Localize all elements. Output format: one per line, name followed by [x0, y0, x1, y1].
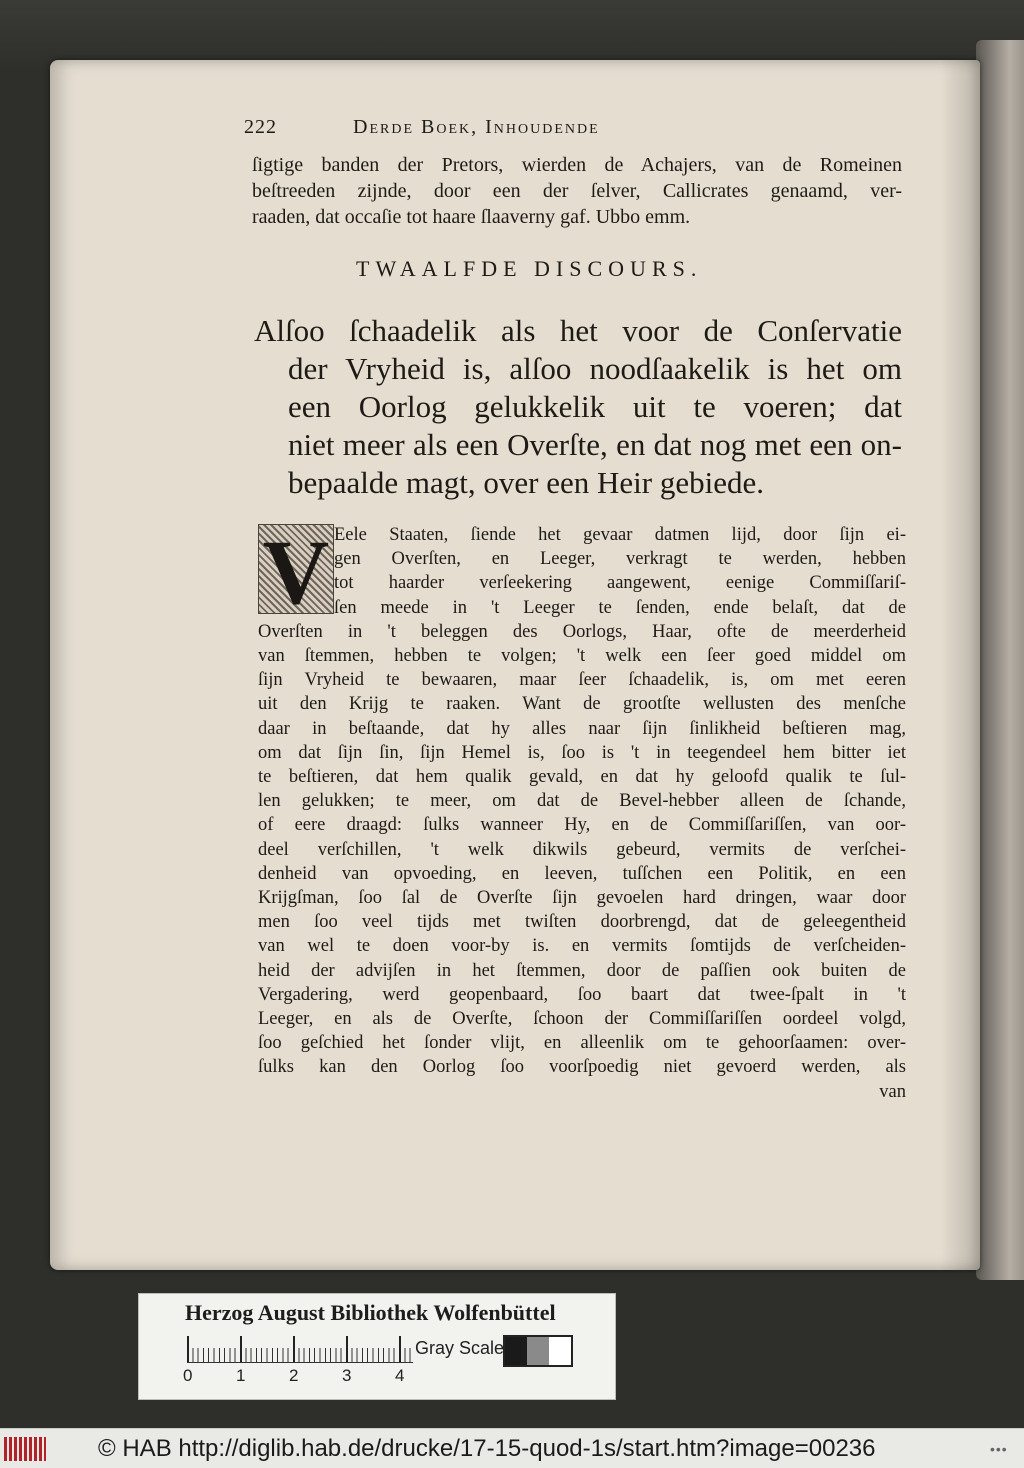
- body-line: denheid van opvoeding, en leeven, tuſſchen een Politik, en een: [258, 863, 906, 884]
- running-title: Derde Boek, Inhoudende: [353, 116, 600, 138]
- body-line: men ſoo veel tijds met twiſten doorbrengd, dat de geleegentheid: [258, 912, 906, 933]
- gray-swatch-mid: [527, 1337, 549, 1365]
- hab-logo-icon[interactable]: [4, 1437, 46, 1461]
- body-line: te beſtieren, dat hem qualik gevald, en dat hy geloofd qualik te ſul-: [258, 767, 906, 788]
- thesis-line: der Vryheid is, alſoo noodſaakelik is het om: [288, 351, 902, 386]
- body-line: Vergadering, werd geopenbaard, ſoo baart dat twee-ſpalt in 't: [258, 984, 906, 1005]
- ruler-major-tick: [240, 1336, 242, 1362]
- body-line: van ſtemmen, hebben te volgen; 't welk een ſeer goed middel om: [258, 646, 906, 667]
- gray-scale-label: Gray Scale: [415, 1338, 505, 1358]
- body-line: van wel te doen voor-by is. en vermits ſomtijds de verſcheiden-: [258, 936, 906, 957]
- ruler-major-tick: [293, 1336, 295, 1362]
- drop-cap-letter: V: [262, 521, 330, 623]
- thesis-line: niet meer als een Overſte, en dat nog met een on-: [288, 427, 902, 462]
- viewer-footer: [0, 1428, 1024, 1468]
- body-line: len gelukken; te meer, om dat de Bevel-hebber alleen de ſchande,: [258, 791, 906, 812]
- body-line: ſoo geſchied het ſonder vlijt, en alleenlik om te gehoorſaamen: over-: [258, 1033, 906, 1054]
- more-dots-icon[interactable]: •••: [990, 1441, 1008, 1457]
- body-line: Overſten in 't beleggen des Oorlogs, Haar, ofte de meerderheid: [258, 621, 906, 642]
- ruler-major-tick: [187, 1336, 189, 1362]
- body-line: tot haarder verſeekering aangewent, eenige Commiſſariſ-: [334, 573, 906, 594]
- thesis-line: Alſoo ſchaadelik als het voor de Conſervatie: [254, 313, 902, 348]
- body-line: om dat ſijn ſin, ſijn Hemel is, ſoo is 't in teegendeel hem bitter iet: [258, 742, 906, 763]
- page-number: 222: [244, 116, 277, 138]
- body-line: ſulks kan den Oorlog ſoo voorſpoedig niet gevoerd werden, als: [258, 1057, 906, 1078]
- ruler-number: 1: [236, 1366, 246, 1385]
- catchword: van: [879, 1081, 906, 1102]
- body-line: of eere draagd: ſulks wanneer Hy, en de Commiſſariſſen, van oor-: [258, 815, 906, 836]
- section-title: TWAALFDE DISCOURS.: [356, 256, 703, 281]
- thesis-statement: [254, 312, 902, 502]
- body-line: deel verſchillen, 't welk dikwils gebeurd, vermits de verſchei-: [258, 839, 906, 860]
- body-line: gen Overſten, en Leeger, verkragt te werden, hebben: [334, 549, 906, 570]
- ruler-major-tick: [346, 1336, 348, 1362]
- library-name: Herzog August Bibliothek Wolfenbüttel: [185, 1300, 556, 1325]
- intro-paragraph: [252, 152, 902, 230]
- ruler-number: 0: [183, 1366, 193, 1385]
- body-line: heid der advijſen in het ſtemmen, door de paſſien ook buiten de: [258, 960, 906, 981]
- body-line: uit den Krijg te raaken. Want de grootſte wellusten des menſche: [258, 694, 906, 715]
- running-header: [244, 116, 600, 139]
- thesis-line: een Oorlog gelukkelik uit te voeren; dat: [288, 389, 902, 424]
- gray-scale-swatches: [503, 1335, 573, 1367]
- body-line: ſijn Vryheid te bewaaren, maar ſeer ſchaadelik, is, om met eeren: [258, 670, 906, 691]
- text-line: beſtreeden zijnde, door een der ſelver, Callicrates genaamd, ver-: [252, 180, 902, 202]
- copyright-url[interactable]: © HAB http://diglib.hab.de/drucke/17-15-quod-1s/start.htm?image=00236: [98, 1435, 876, 1462]
- body-line: Leeger, en als de Overſte, ſchoon der Commiſſariſſen oordeel volgd,: [258, 1009, 906, 1030]
- ruler-number: 4: [395, 1366, 405, 1385]
- text-line: raaden, dat occaſie tot haare ſlaaverny gaf. Ubbo emm.: [252, 206, 691, 228]
- ruler-major-tick: [399, 1336, 401, 1362]
- facing-page-edge: [976, 40, 1024, 1280]
- text-line: ſigtige banden der Pretors, wierden de Achajers, van de Romeinen: [252, 154, 902, 176]
- thesis-line: bepaalde magt, over een Heir gebiede.: [288, 465, 764, 500]
- gray-swatch-dark: [505, 1337, 527, 1365]
- ruler-number: 3: [342, 1366, 352, 1385]
- ruler-number: 2: [289, 1366, 299, 1385]
- body-line: ſen meede in 't Leeger te ſenden, ende belaſt, dat de: [334, 597, 906, 618]
- body-line: Krijgſman, ſoo ſal de Overſte ſijn gevoelen hard dringen, waar door: [258, 888, 906, 909]
- body-line: daar in beſtaande, dat hy alles naar ſijn ſinlikheid beſtieren mag,: [258, 718, 906, 739]
- gray-swatch-white: [549, 1337, 571, 1365]
- color-scale-card: [138, 1293, 616, 1400]
- cm-ruler: [187, 1336, 413, 1363]
- body-text: [258, 523, 906, 1104]
- body-line: Eele Staaten, ſiende het gevaar datmen lijd, door ſijn ei-: [334, 525, 906, 545]
